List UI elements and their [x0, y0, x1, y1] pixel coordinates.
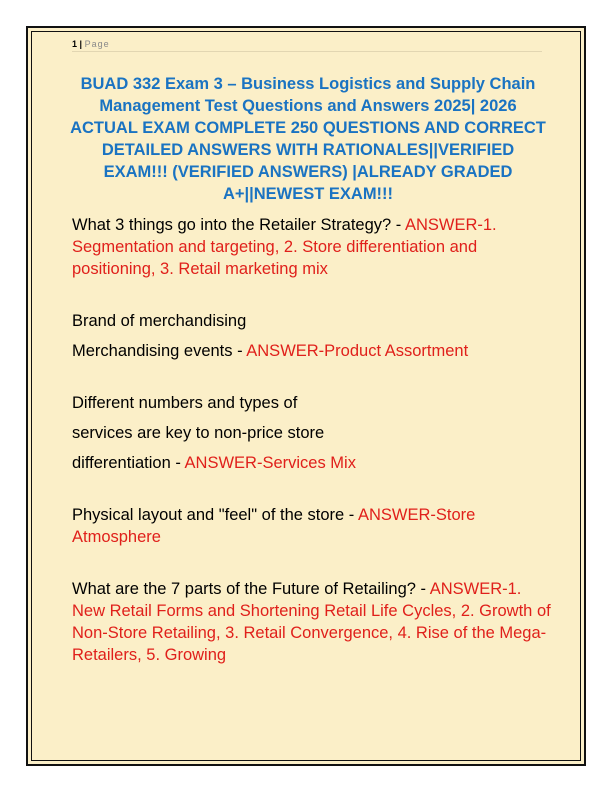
answer-text: ANSWER-Product Assortment — [246, 342, 469, 360]
page-header — [72, 38, 542, 52]
qa-item-5 — [72, 578, 552, 666]
question-line: Different numbers and types of — [72, 394, 298, 412]
question-text: Merchandising events - — [72, 342, 247, 360]
page-label: Page — [84, 39, 110, 49]
qa-item-1 — [72, 214, 552, 280]
qa-item-3 — [72, 392, 552, 474]
answer-text: ANSWER-1. New Retail Forms and Shortening Retail Life Cycles, 2. Growth of Non-Store Retailing, 3. Retail Convergence, 4. Rise of the Mega-Retailers, 5. Growing — [72, 580, 551, 664]
question-line — [72, 452, 552, 474]
answer-text: ANSWER-Services Mix — [184, 454, 356, 472]
answer-text: ANSWER-1. Segmentation and targeting, 2. Store differentiation and positioning, 3. Retail marketing mix — [72, 216, 497, 278]
document-title: BUAD 332 Exam 3 – Business Logistics and Supply Chain Management Test Questions and Answers 2025| 2026 ACTUAL EXAM COMPLETE 250 QUESTIONS AND CORRECT DETAILED ANSWERS WITH RATIONALES||VERIFIED EXAM!!! (VERIFIED ANSWERS) |ALREADY GRADED A+||NEWEST EXAM!!! — [70, 75, 546, 203]
page-separator: | — [79, 39, 83, 49]
question-text: differentiation - — [72, 454, 185, 472]
question-line — [72, 340, 552, 362]
answer-text: ANSWER-Store Atmosphere — [72, 506, 476, 546]
document-page — [26, 26, 586, 766]
document-body — [72, 214, 552, 666]
qa-item-2 — [72, 310, 552, 362]
question-line: services are key to non-price store — [72, 424, 325, 442]
question-text: Physical layout and "feel" of the store - — [72, 506, 358, 524]
question-text: What are the 7 parts of the Future of Retailing? - — [72, 580, 430, 598]
question-line: Brand of merchandising — [72, 312, 247, 330]
page-number: 1 — [72, 39, 78, 49]
question-text: What 3 things go into the Retailer Strategy? - — [72, 216, 405, 234]
qa-item-4 — [72, 504, 552, 548]
